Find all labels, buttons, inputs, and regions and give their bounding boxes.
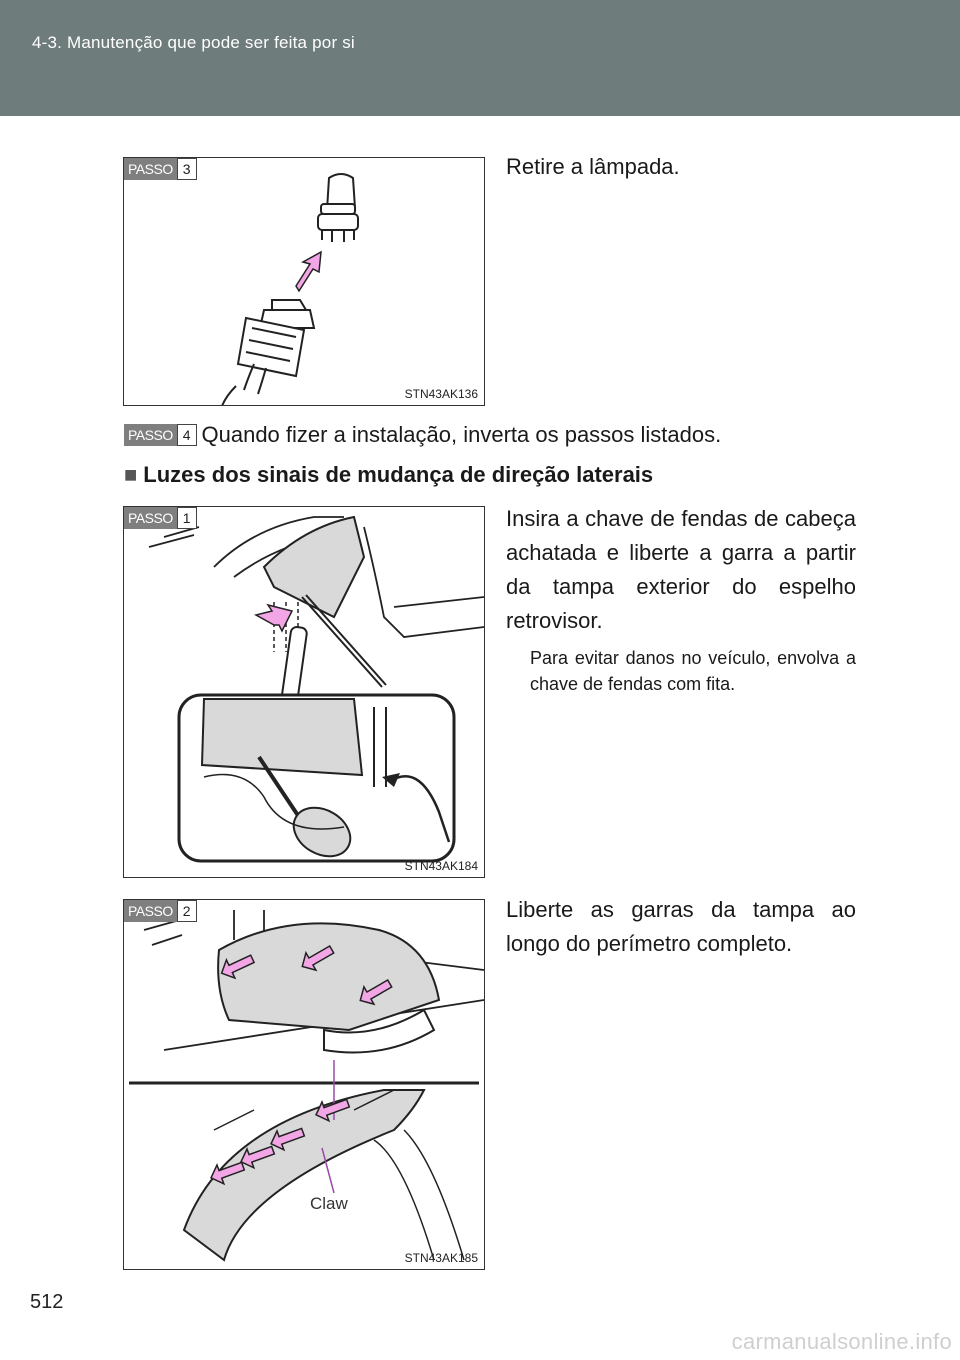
figure-remove-bulb	[123, 157, 485, 406]
pull-arrow	[296, 252, 321, 291]
bullet-square-icon: ■	[124, 462, 138, 487]
step1-text: Insira a chave de fendas de cabeça achatada e liberte a garra a partir da tampa exterior do espelho retrovisor.	[506, 506, 856, 633]
step4-text: Quando fizer a instalação, inverta os passos listados.	[201, 422, 722, 447]
step4-line	[124, 422, 721, 448]
mirror-cover-illustration	[124, 900, 484, 1269]
figure-code: STN43AK136	[404, 387, 478, 401]
push-arrow	[256, 605, 292, 631]
section-breadcrumb: 4-3. Manutenção que pode ser feita por si	[32, 33, 355, 52]
figure-release-claws-perimeter	[123, 899, 485, 1270]
figure-code: STN43AK185	[404, 1251, 478, 1265]
bulb-illustration	[124, 158, 484, 405]
figure-code: STN43AK184	[404, 859, 478, 873]
claw-label: Claw	[310, 1194, 348, 1213]
step-badge-4: PASSO 4	[124, 424, 197, 446]
figure-release-claw	[123, 506, 485, 878]
section-heading-text: Luzes dos sinais de mudança de direção laterais	[143, 462, 654, 487]
watermark: carmanualsonline.info	[731, 1329, 952, 1354]
step-badge-2: PASSO 2	[124, 900, 197, 922]
step2-text: Liberte as garras da tampa ao longo do perímetro completo.	[506, 897, 856, 956]
mirror-screwdriver-illustration	[124, 507, 484, 877]
step-badge-1: PASSO 1	[124, 507, 197, 529]
page-number: 512	[30, 1291, 64, 1313]
page-header	[0, 0, 960, 116]
step-badge-3: PASSO 3	[124, 158, 197, 180]
section-heading	[124, 462, 653, 488]
step3-text: Retire a lâmpada.	[506, 154, 680, 179]
step1-note: Para evitar danos no veículo, envolva a chave de fendas com fita.	[530, 648, 856, 694]
